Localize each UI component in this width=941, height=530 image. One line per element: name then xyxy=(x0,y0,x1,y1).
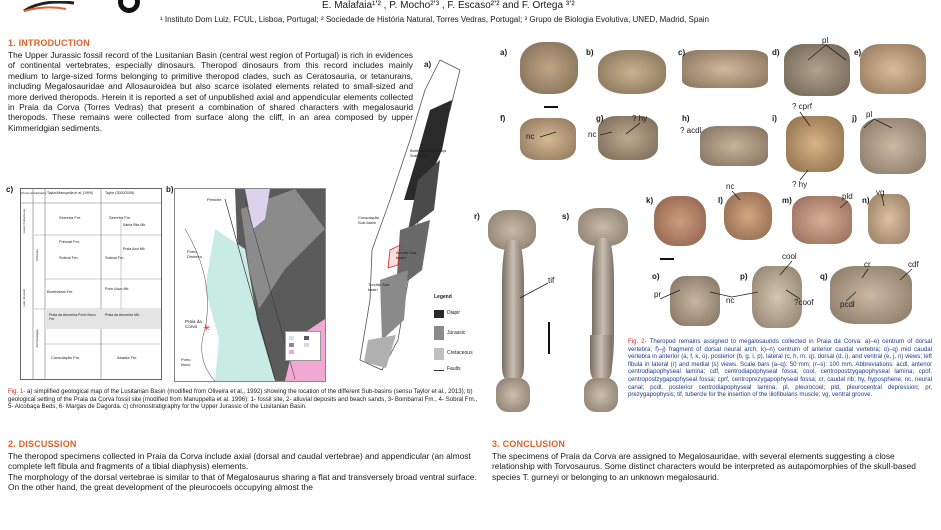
strat-unit-porto-novo: Porto Novo Mb. xyxy=(105,287,130,291)
fig2-label-p: p) xyxy=(740,272,748,281)
fig1-label-a: a) xyxy=(424,60,432,69)
strat-unit-serreira: Serreira Fm. xyxy=(59,215,82,220)
fig2-label-g: g) xyxy=(596,114,604,123)
discussion-p2: The morphology of the dorsal vertebrae is similar to that of Megalosaurus sharing a flat and transversely broad ventral surface. On the other hand, the great development of the pleurocoels occupying almost the xyxy=(8,472,477,492)
map-label-praia-corva: Praia da Corva xyxy=(185,319,202,329)
fig2-label-j: j) xyxy=(852,114,857,123)
tag-coof: ?coof xyxy=(794,298,814,307)
fig2-label-e: e) xyxy=(854,48,862,57)
fig1-label-b: b) xyxy=(166,185,174,194)
strat-unit-consolacao: Consolação Fm. xyxy=(51,355,81,360)
strat-unit-serreira-2: Serreira Fm. xyxy=(109,215,132,220)
fig2-label-h: h) xyxy=(682,114,690,123)
strat-unit-praia-azul: Praia Azul Mb. xyxy=(123,247,146,251)
strat-stage-kimmeridgian: Kimmeridgian xyxy=(35,329,39,348)
fig2-label-i: i) xyxy=(772,114,777,123)
tag-tif: tif xyxy=(548,276,555,285)
fig2-label-b: b) xyxy=(586,48,594,57)
fig2-label-m: m) xyxy=(782,196,792,205)
discussion-heading: 2. DISCUSSION xyxy=(8,439,77,449)
conclusion-heading: 3. CONCLUSION xyxy=(492,439,566,449)
tag-pl-j: pl xyxy=(866,110,873,119)
authors: E. Malafaia¹ʼ² , P. Mocho²ʼ³ , F. Escaso²ʼ² and F. Ortega ³ʼ² xyxy=(322,0,575,11)
fig1-label-c: c) xyxy=(6,185,14,194)
fig2-label-f: f) xyxy=(500,114,506,123)
fig1-caption-lead: Fig. 1- xyxy=(8,388,26,395)
tag-cool: cool xyxy=(782,252,797,261)
strat-unit-freixial: Freixial Fm. xyxy=(59,239,80,244)
tag-nc-g: nc xyxy=(588,130,597,139)
legend-diapir: Diapir xyxy=(447,310,461,316)
legend-cretaceous: Cretaceous xyxy=(447,350,473,356)
strat-unit-santa-rita: Santa Rita Mb. xyxy=(123,223,147,227)
tag-vg: vg xyxy=(876,188,885,197)
tag-cdf: cdf xyxy=(908,260,919,269)
tag-cprf: ? cprf xyxy=(792,102,813,111)
legend-faults: Faults xyxy=(447,366,461,372)
fig2-label-l: l) xyxy=(718,196,723,205)
tag-hy-g: ? hy xyxy=(632,114,648,123)
map-label-porto-dinheiro: Porto Dinheiro xyxy=(187,249,202,259)
fig2-caption-text: Theropod remains assigned to megalosaurids collected in Praia da Corva: a)–e) centrum of dorsal vertebra; f)–j) fragment of dorsal neural arch; k)–n) centrum of anterior caudal vertebra; o)–q) mid caudal vertebra in anterior (a, f, k, o), posterior (b, g, l, p), lateral (c, h, m, q), dorsal (d, i), and ventral (e, j, n) views; left fibula in lateral (r) and medial (s) views. Scale bars (a–q): 50 mm; (r–s): 100 mm. Abbreviations: acdl, anterior centrodiapophyseal lamina; cdf, centrodiapophyseal fossa; cool, centropostzygapophyseal lamina; cpof, centropostzygapophyseal fossa; cprf, centroprezygapophyseal fossa; cr, caudal rib; hy, hyposphene; nc, neural canal; pcdl, posterior centrodiapophyseal lamina; pl, pleurocoel; pld, pleurocentral depression; pr, prezygapophysis; tif, tubercle for the insertion of the iliofibularis muscle; vg, ventral groove. xyxy=(628,338,932,399)
tag-pr: pr xyxy=(654,290,662,299)
strat-header-2: Taylor (2000/2008) xyxy=(105,191,135,195)
tag-nc-f: nc xyxy=(526,132,535,141)
tag-acdl: ? acdl xyxy=(680,126,702,135)
discussion-p1: The theropod specimens collected in Praia da Corva include axial (dorsal and caudal vertebrae) and appendicular (an almost complete left fibula and fragments of a tibial diaphysis) elements. xyxy=(8,451,471,472)
fig2-label-r: r) xyxy=(474,212,480,221)
strat-unit-praia-amoreira-porto-novo: Praia da Amoreira-Porto Novo Fm. xyxy=(49,313,96,321)
fig2-label-q: q) xyxy=(820,272,828,281)
intro-text: The Upper Jurassic fossil record of the Lusitanian Basin (central west region of Portugal) is rich in evidences of continental vertebrates, especially dinosaurs. Theropod dinosaurs from this record includes mainly medium to large-sized forms belonging to primitive theropod clades, such as Ceratosauria, or tetanurans, including Megalosauridae and Allosauroidea but also scarce isolated elements related to small-sized and more derived theropods. Herein it is reported a set of unpublished axial and appendicular elements collected in Praia da Corva (Torres Vedras) that present a combination of shared characters with megalosaurid theropods. These remains were collected from surface along the cliff, in an area composed by upper Kimmeridgian sediments. xyxy=(8,50,413,133)
tag-nc-op: nc xyxy=(726,296,735,305)
fig1-caption-text: a) simplified geological map of the Lusitanian Basin (modified from Oliveira et al., 1992) showing the location of the different Sub-basins (sensu Taylor et al., 2013); b) geological setting of the Praia da Corva fossil site (modified from Manuppella et al. 1996): 1- fossil site, 2- alluvial deposits and beach sands, 3- Bombarral Fm., 4- Sobral Fm., 5- Alcobaça Beds, 6- Margas de Dagorda. c) chronostratigraphy for the Upper Jurassic of the Lusitanian Basin. xyxy=(8,388,478,411)
strat-unit-sobral: Sobral Fm. xyxy=(59,255,79,260)
tag-pcdl: pcdl xyxy=(840,300,855,309)
strat-unit-praia-amoreira-mb: Praia da Amoreira Mb. xyxy=(105,313,140,317)
fig2-caption xyxy=(628,338,932,399)
fossil-site-icon: ✳ xyxy=(203,323,211,333)
fig2-caption-lead: Fig. 2- xyxy=(628,338,647,345)
strat-header-0: Chronostratigraphy xyxy=(21,191,47,195)
tag-pl-d: pl xyxy=(822,36,829,45)
strat-header-1: Taylor/Manupella et al. (1999) xyxy=(47,191,94,195)
strat-unit-abadia: Abadia Fm. xyxy=(117,355,138,360)
conclusion-text: The specimens of Praia da Corva are assigned to Megalosauridae, with several elements suggesting a close relationship with Torvosaurus. Some distinct characters would be interpreted as autapomorphies of the skull-based species T. gurneyi or belonging to an unknown megalosaurid. xyxy=(492,451,916,482)
strat-unit-sobral-2: Sobral Fm. xyxy=(105,255,125,260)
strat-stage-tithonian: Tithonian xyxy=(35,249,39,262)
intro-heading: 1. INTRODUCTION xyxy=(8,38,91,48)
map-label-bombarral: Bombarral-Alcobaça Sub-basin xyxy=(410,148,447,158)
strat-stage-lower-cret: Lower Cretaceous xyxy=(22,209,26,234)
tag-hy-i: ? hy xyxy=(792,180,808,189)
tag-cr: cr xyxy=(864,260,871,269)
fig2-label-o: o) xyxy=(652,272,660,281)
strat-unit-bombarral: Bombarral Fm. xyxy=(47,289,74,294)
map-label-consolacao: Consolação Sub-basin xyxy=(358,215,380,225)
map-label-arruda: Arruda Sub-basin xyxy=(396,250,418,260)
fig2-label-a: a) xyxy=(500,48,508,57)
legend-title: Legend xyxy=(434,294,452,300)
fig2-label-s: s) xyxy=(562,212,570,221)
tag-nc-l: nc xyxy=(726,182,735,191)
strat-stage-late-jurassic: Late Jurassic xyxy=(22,289,26,307)
fig2-label-n: n) xyxy=(862,196,870,205)
fig2-label-d: d) xyxy=(772,48,780,57)
map-label-peniche: Peniche xyxy=(207,197,222,202)
legend-jurassic: Jurassic xyxy=(447,330,466,336)
map-label-porto-novo: Porto Novo xyxy=(181,357,191,367)
affiliations: ¹ Instituto Dom Luiz, FCUL, Lisboa, Portugal; ² Sociedade de História Natural, Torres Vedras, Portugal; ³ Grupo de Biologia Evolutiva, UNED, Madrid, Spain xyxy=(160,15,709,24)
fig2-label-k: k) xyxy=(646,196,654,205)
map-label-turcifal: Turcifal Sub-basin xyxy=(368,282,391,292)
fig2-label-c: c) xyxy=(678,48,686,57)
tag-pld: pld xyxy=(842,192,853,201)
